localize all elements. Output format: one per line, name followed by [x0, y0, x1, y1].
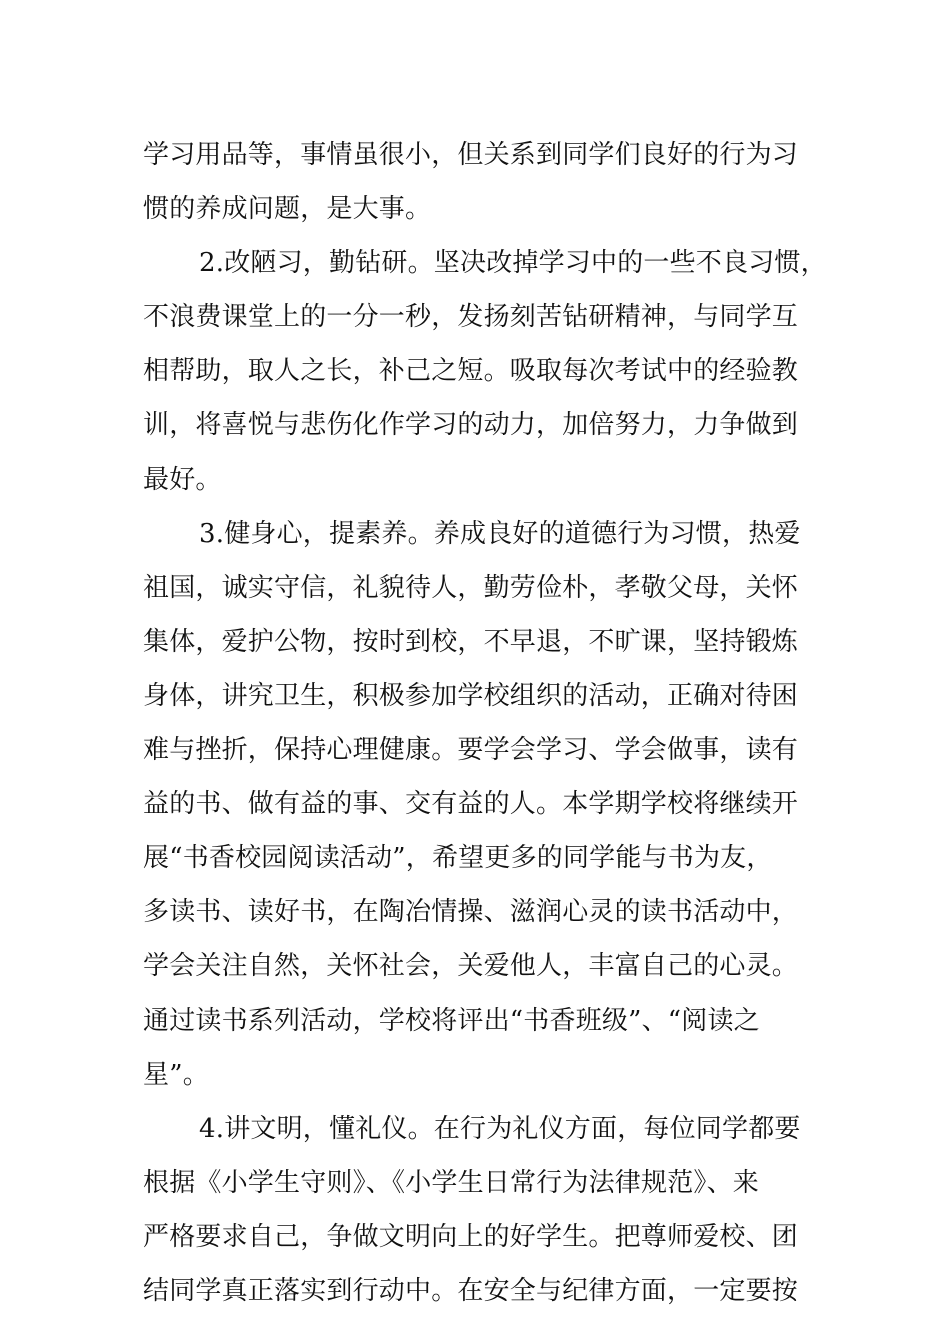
body-text: [143, 128, 827, 1318]
text-line: 益的书、做有益的事、交有益的人。本学期学校将继续开: [143, 789, 799, 820]
text-line: 展“书香校园阅读活动”，希望更多的同学能与书为友，: [143, 843, 773, 874]
text-line: 最好。: [143, 464, 222, 495]
text-line: 多读书、读好书，在陶冶情操、滋润心灵的读书活动中，: [143, 897, 799, 928]
paragraph-2-start: 2.改陋习，勤钻研。坚决改掉学习中的一些不良习惯，: [199, 248, 827, 279]
text-line: 学习用品等，事情虽很小，但关系到同学们良好的行为习: [143, 140, 799, 170]
text-line: 身体，讲究卫生，积极参加学校组织的活动，正确对待困: [143, 680, 799, 711]
text-line: 相帮助，取人之长，补己之短。吸取每次考试中的经验教: [143, 356, 799, 387]
text-line: 学会关注自然，关怀社会，关爱他人，丰富自己的心灵。: [143, 951, 799, 982]
text-line: 集体，爱护公物，按时到校，不早退，不旷课，坚持锻炼: [143, 626, 799, 657]
text-line: 不浪费课堂上的一分一秒，发扬刻苦钻研精神，与同学互: [143, 302, 799, 333]
text-line: 通过读书系列活动，学校将评出“书香班级”、“阅读之: [143, 1005, 760, 1036]
paragraph-4-start: 4.讲文明，懂礼仪。在行为礼仪方面，每位同学都要: [199, 1113, 801, 1144]
text-line: 惯的养成问题，是大事。: [143, 194, 432, 225]
text-line: 结同学真正落实到行动中。在安全与纪律方面，一定要按: [143, 1275, 799, 1306]
text-line: 严格要求自己，争做文明向上的好学生。把尊师爱校、团: [143, 1221, 799, 1252]
text-line: 训，将喜悦与悲伤化作学习的动力，加倍努力，力争做到: [143, 410, 799, 441]
text-line: 难与挫折，保持心理健康。要学会学习、学会做事，读有: [143, 735, 799, 766]
text-line: 祖国，诚实守信，礼貌待人，勤劳俭朴，孝敬父母，关怀: [143, 572, 799, 603]
text-line: 星”。: [143, 1059, 209, 1090]
paragraph-3-start: 3.健身心，提素养。养成良好的道德行为习惯，热爱: [199, 518, 801, 549]
text-line: 根据《小学生守则》、《小学生日常行为法律规范》、来: [143, 1167, 760, 1198]
